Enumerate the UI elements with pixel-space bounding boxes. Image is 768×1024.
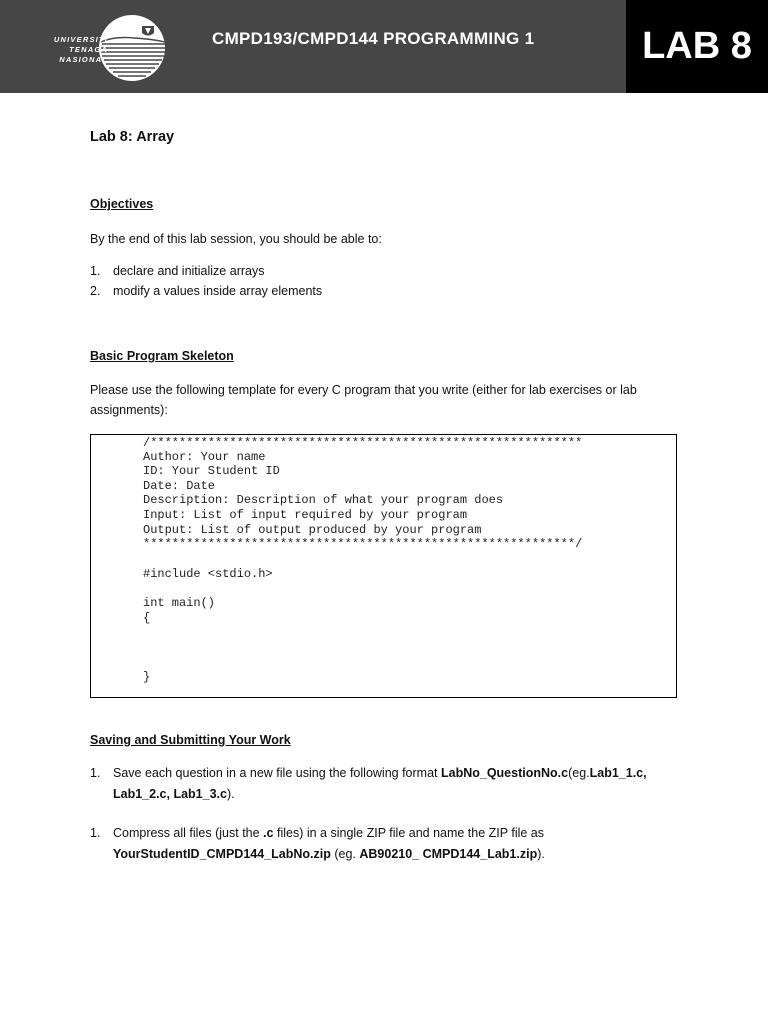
- code-line-date: Date: Date: [143, 479, 216, 493]
- saving-step-2-number: 1.: [90, 826, 101, 840]
- saving-step-1-part-c: (eg.: [568, 766, 590, 780]
- course-title: CMPD193/CMPD144 PROGRAMMING 1: [212, 29, 535, 48]
- objectives-heading: Objectives: [90, 197, 154, 211]
- skeleton-intro: Please use the following template for every C program that you write (either for lab exercises or lab assignments):: [90, 383, 637, 417]
- header-band: [0, 0, 768, 93]
- code-line-comment-open: /************************************************************: [143, 436, 583, 450]
- saving-step-2-text: [113, 823, 673, 865]
- saving-heading: Saving and Submitting Your Work: [90, 733, 291, 747]
- code-line-brace-open: {: [143, 611, 151, 625]
- code-line-author: Author: Your name: [143, 450, 266, 464]
- logo-text-line-1: UNIVERSITI: [53, 35, 108, 44]
- objectives-intro: By the end of this lab session, you should be able to:: [90, 232, 382, 246]
- saving-step-2-zip-example: AB90210_ CMPD144_Lab1.zip: [359, 847, 538, 861]
- saving-step-1-number: 1.: [90, 766, 101, 780]
- code-line-comment-close: ************************************************************/: [143, 537, 583, 551]
- saving-step-1-text: [113, 763, 673, 805]
- saving-step-2-part-a: Compress all files (just the: [113, 826, 264, 840]
- code-line-id: ID: Your Student ID: [143, 464, 280, 478]
- code-line-main: int main(): [143, 596, 216, 610]
- code-template-box: [90, 434, 677, 698]
- lab-number-box: [626, 0, 768, 93]
- logo-text-line-2: TENAGA: [69, 45, 108, 54]
- saving-step-2-part-g: ).: [537, 847, 545, 861]
- code-line-output: Output: List of output produced by your program: [143, 523, 482, 537]
- saving-step-1-example-1: Lab1_1.c,: [589, 766, 647, 780]
- logo-text-line-3: NASIONAL: [59, 55, 108, 64]
- skeleton-heading: Basic Program Skeleton: [90, 349, 234, 363]
- saving-step-1-format: LabNo_QuestionNo.c: [440, 766, 569, 780]
- objective-2-number: 2.: [90, 284, 101, 298]
- objective-1-text: declare and initialize arrays: [113, 264, 265, 278]
- objective-1-number: 1.: [90, 264, 101, 278]
- code-line-include: #include <stdio.h>: [143, 567, 273, 581]
- saving-step-1-part-f: ).: [226, 787, 235, 801]
- page-title: Lab 8: Array: [90, 129, 175, 145]
- code-line-description: Description: Description of what your program does: [143, 493, 504, 507]
- saving-step-2-part-c: files) in a single ZIP file and name the ZIP file as: [273, 826, 545, 840]
- objective-2-text: modify a values inside array elements: [113, 284, 323, 298]
- saving-step-2-zip-format: YourStudentID_CMPD144_LabNo.zip: [113, 847, 331, 861]
- lab-number-label: LAB 8: [642, 25, 752, 67]
- saving-step-1-part-a: Save each question in a new file using the following format: [113, 766, 441, 780]
- saving-step-1-example-2: Lab1_2.c, Lab1_3.c: [113, 787, 227, 801]
- code-line-input: Input: List of input required by your program: [143, 508, 468, 522]
- code-line-brace-close: }: [143, 670, 151, 684]
- saving-step-2-part-e: (eg.: [330, 847, 360, 861]
- saving-step-2-extension: .c: [263, 826, 274, 840]
